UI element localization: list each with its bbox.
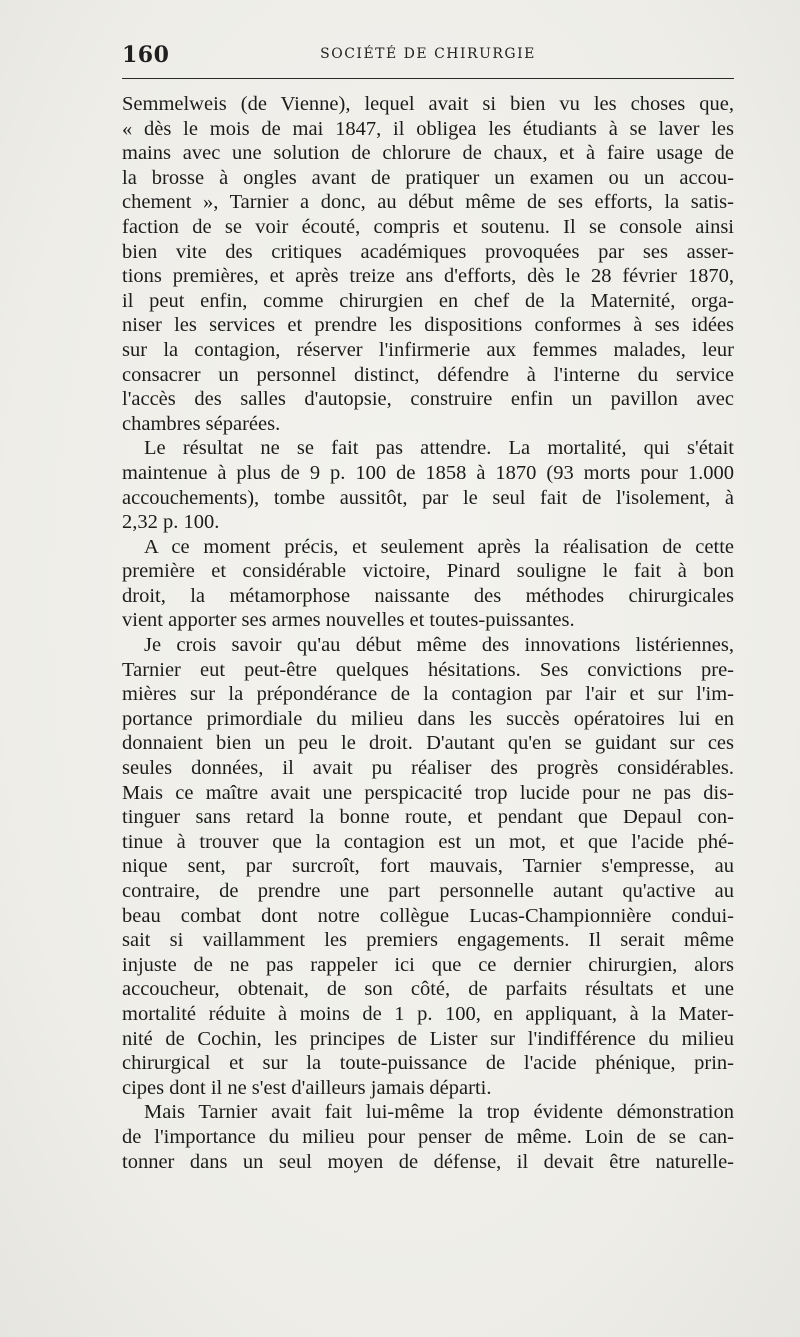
paragraph: [122, 633, 734, 1100]
text-line: Semmelweis (de Vienne), lequel avait si bien vu les choses que,: [122, 93, 734, 115]
paragraph: [122, 535, 734, 633]
page-header: [122, 42, 734, 79]
text-line: Je crois savoir qu'au début même des innovations listériennes,: [144, 634, 734, 657]
paragraph: [122, 436, 734, 534]
text-line: seules données, il avait pu réaliser des progrès considérables.: [122, 757, 734, 780]
text-line: accoucheur, obtenait, de son côté, de parfaits résultats et une: [122, 978, 734, 1001]
running-title: SOCIÉTÉ DE CHIRURGIE: [320, 46, 536, 62]
text-line: chement », Tarnier a donc, au début même de ses efforts, la satis-: [122, 191, 734, 214]
text-line: maintenue à plus de 9 p. 100 de 1858 à 1870 (93 morts pour 1.000: [122, 461, 734, 484]
text-line: Mais Tarnier avait fait lui-même la trop évidente démonstration: [144, 1101, 734, 1124]
body-text: [122, 92, 734, 1174]
text-line: mains avec une solution de chlorure de chaux, et à faire usage de: [122, 142, 734, 165]
text-line: portance primordiale du milieu dans les succès opératoires lui en: [122, 707, 734, 730]
text-line: nité de Cochin, les principes de Lister sur l'indifférence du milieu: [122, 1027, 734, 1050]
text-line: mortalité réduite à moins de 1 p. 100, en appliquant, à la Mater-: [122, 1002, 734, 1025]
text-line: Mais ce maître avait une perspicacité trop lucide pour ne pas dis-: [122, 781, 734, 804]
text-line: tinguer sans retard la bonne route, et pendant que Depaul con-: [122, 806, 734, 829]
paragraph: [122, 92, 734, 436]
text-line: faction de se voir écouté, compris et soutenu. Il se console ainsi: [122, 215, 734, 238]
text-line: la brosse à ongles avant de pratiquer un examen ou un accou-: [122, 166, 734, 189]
text-line: niser les services et prendre les dispositions conformes à ses idées: [122, 314, 734, 337]
text-line: première et considérable victoire, Pinard souligne le fait à bon: [122, 560, 734, 583]
text-line: contraire, de prendre une part personnelle autant qu'active au: [122, 880, 734, 902]
text-line: il peut enfin, comme chirurgien en chef de la Maternité, orga-: [122, 289, 734, 312]
text-line: beau combat dont notre collègue Lucas-Championnière condui-: [122, 904, 734, 927]
paragraph: [122, 1100, 734, 1174]
text-line: chirurgical et sur la toute-puissance de l'acide phénique, prin-: [122, 1052, 734, 1075]
page-number: 160: [122, 42, 170, 68]
text-line: « dès le mois de mai 1847, il obligea les étudiants à se laver les: [122, 117, 734, 140]
text-line: droit, la métamorphose naissante des méthodes chirurgicales: [122, 584, 734, 607]
text-line: chambres séparées.: [122, 412, 281, 435]
text-line: sait si vaillamment les premiers engagements. Il serait même: [122, 929, 734, 952]
text-line: consacrer un personnel distinct, défendre à l'interne du service: [122, 363, 734, 386]
text-line: nique sent, par surcroît, fort mauvais, Tarnier s'empresse, au: [122, 855, 734, 878]
text-line: 2,32 p. 100.: [122, 511, 220, 534]
text-line: cipes dont il ne s'est d'ailleurs jamais départi.: [122, 1076, 492, 1099]
text-line: donnaient bien un peu le droit. D'autant qu'en se guidant sur ces: [122, 732, 734, 755]
text-line: tions premières, et après treize ans d'efforts, dès le 28 février 1870,: [122, 265, 734, 288]
text-line: tonner dans un seul moyen de défense, il devait être naturelle-: [122, 1150, 734, 1173]
text-line: mières sur la prépondérance de la contagion par l'air et sur l'im-: [122, 683, 734, 706]
text-line: Tarnier eut peut-être quelques hésitations. Ses convictions pre-: [122, 658, 734, 681]
text-line: A ce moment précis, et seulement après la réalisation de cette: [144, 535, 734, 558]
text-line: bien vite des critiques académiques provoquées par ses asser-: [122, 240, 734, 263]
text-line: accouchements), tombe aussitôt, par le seul fait de l'isolement, à: [122, 486, 734, 509]
text-line: de l'importance du milieu pour penser de même. Loin de se can-: [122, 1125, 734, 1148]
text-line: l'accès des salles d'autopsie, construire enfin un pavillon avec: [122, 388, 734, 411]
text-line: sur la contagion, réserver l'infirmerie aux femmes malades, leur: [122, 338, 734, 361]
text-line: injuste de ne pas rappeler ici que ce dernier chirurgien, alors: [122, 953, 734, 976]
text-line: tinue à trouver que la contagion est un mot, et que l'acide phé-: [122, 830, 734, 853]
text-line: Le résultat ne se fait pas attendre. La mortalité, qui s'était: [144, 437, 734, 460]
text-line: vient apporter ses armes nouvelles et toutes-puissantes.: [122, 609, 575, 632]
